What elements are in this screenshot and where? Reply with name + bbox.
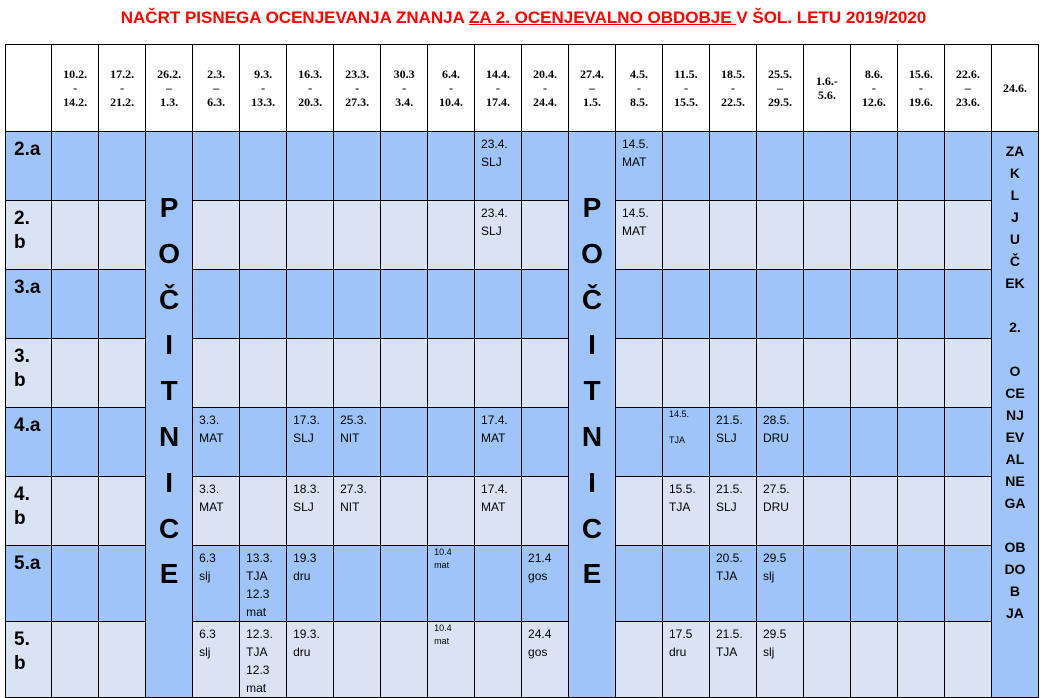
week-header	[709, 45, 756, 132]
exam-cell	[616, 477, 663, 546]
exam-cell	[240, 339, 287, 408]
exam-cell	[99, 408, 146, 477]
exam-cell	[334, 477, 381, 546]
exam-cell	[193, 201, 240, 270]
exam-cell	[616, 201, 663, 270]
exam-cell	[240, 201, 287, 270]
exam-cell	[428, 546, 475, 622]
week-header	[522, 45, 569, 132]
title-suffix: V ŠOL. LETU 2019/2020	[736, 8, 927, 27]
period-end-label: ZA K L J U Č EK 2. O CE NJ EV AL NE GA OB DO B JA	[1004, 143, 1026, 621]
exam-cell	[803, 477, 850, 546]
exam-cell	[897, 201, 944, 270]
exam-cell	[475, 270, 522, 339]
week-label: 2.3. – 6.3.	[207, 67, 226, 109]
exam-cell	[334, 408, 381, 477]
exam-cell	[944, 622, 991, 698]
exam-entry: 17.4. MAT	[481, 482, 508, 514]
exam-cell	[428, 339, 475, 408]
week-header	[52, 45, 99, 132]
week-label: 24.6.	[1002, 81, 1027, 95]
period-end-column	[991, 132, 1038, 698]
exam-cell	[897, 477, 944, 546]
week-label: 25.5. – 29.5.	[767, 67, 792, 109]
exam-cell	[662, 339, 709, 408]
exam-cell	[709, 339, 756, 408]
exam-cell	[756, 408, 803, 477]
title-underlined: ZA 2. OCENJEVALNO OBDOBJE	[468, 8, 737, 27]
exam-cell	[381, 270, 428, 339]
exam-cell	[522, 339, 569, 408]
exam-cell	[193, 270, 240, 339]
exam-cell	[381, 339, 428, 408]
holiday-column	[146, 132, 193, 698]
exam-cell	[803, 408, 850, 477]
exam-cell	[428, 622, 475, 698]
exam-cell	[897, 546, 944, 622]
exam-cell	[193, 546, 240, 622]
week-header	[99, 45, 146, 132]
exam-entry: 27.5. DRU	[762, 482, 790, 514]
exam-entry: 21.4 gos	[528, 551, 552, 583]
week-label: 11.5. - 15.5.	[673, 67, 698, 109]
exam-entry: 6.3 slj	[199, 627, 216, 659]
holiday-column	[569, 132, 616, 698]
exam-cell	[240, 546, 287, 622]
exam-entry: 14.5. MAT	[622, 206, 649, 238]
exam-cell	[850, 622, 897, 698]
exam-cell	[52, 270, 99, 339]
exam-cell	[662, 477, 709, 546]
exam-cell	[616, 622, 663, 698]
exam-cell	[428, 132, 475, 201]
header-row	[6, 45, 1039, 132]
exam-cell	[99, 132, 146, 201]
exam-cell	[52, 546, 99, 622]
exam-cell	[475, 201, 522, 270]
week-label: 30.3 - 3.4.	[393, 67, 415, 109]
exam-cell	[52, 622, 99, 698]
exam-cell	[850, 132, 897, 201]
class-name: 4. b	[6, 477, 52, 546]
class-row	[6, 132, 1039, 201]
exam-cell	[193, 477, 240, 546]
week-header	[193, 45, 240, 132]
exam-cell	[616, 270, 663, 339]
week-label: 4.5. - 8.5.	[629, 67, 648, 109]
exam-cell	[709, 622, 756, 698]
exam-cell	[897, 408, 944, 477]
exam-entry: 20.5. TJA	[715, 551, 743, 583]
page-title	[0, 8, 1047, 28]
schedule-table	[5, 44, 1039, 698]
exam-entry: 28.5. DRU	[762, 413, 790, 445]
exam-entry: 6.3 slj	[199, 551, 216, 583]
exam-cell	[944, 546, 991, 622]
exam-cell	[944, 339, 991, 408]
exam-cell	[803, 270, 850, 339]
exam-cell	[381, 546, 428, 622]
week-label: 20.4. - 24.4.	[533, 67, 558, 109]
week-header	[850, 45, 897, 132]
exam-cell	[52, 201, 99, 270]
exam-cell	[475, 546, 522, 622]
exam-cell	[240, 408, 287, 477]
exam-cell	[475, 339, 522, 408]
week-header	[146, 45, 193, 132]
exam-entry: 23.4. SLJ	[481, 206, 508, 238]
exam-cell	[287, 270, 334, 339]
exam-entry: 24.4 gos	[528, 627, 552, 659]
exam-cell	[99, 201, 146, 270]
exam-cell	[897, 622, 944, 698]
exam-cell	[287, 622, 334, 698]
exam-cell	[616, 339, 663, 408]
exam-cell	[709, 270, 756, 339]
exam-cell	[193, 408, 240, 477]
exam-cell	[240, 622, 287, 698]
exam-cell	[522, 622, 569, 698]
week-label: 15.6. - 19.6.	[908, 67, 933, 109]
exam-cell	[287, 132, 334, 201]
week-header	[428, 45, 475, 132]
exam-cell	[240, 270, 287, 339]
exam-cell	[756, 270, 803, 339]
exam-cell	[193, 339, 240, 408]
week-label: 10.2. - 14.2.	[63, 67, 88, 109]
exam-cell	[522, 201, 569, 270]
week-header	[569, 45, 616, 132]
week-label: 14.4. - 17.4.	[486, 67, 511, 109]
week-label: 8.6. - 12.6.	[861, 67, 886, 109]
class-name: 4.a	[6, 408, 52, 477]
exam-cell	[897, 132, 944, 201]
exam-cell	[616, 132, 663, 201]
exam-cell	[662, 546, 709, 622]
week-label: 9.3. - 13.3.	[251, 67, 276, 109]
week-label: 18.5. - 22.5.	[720, 67, 745, 109]
week-label: 27.4. – 1.5.	[580, 67, 604, 109]
exam-cell	[52, 132, 99, 201]
exam-cell	[756, 339, 803, 408]
week-header	[756, 45, 803, 132]
exam-cell	[334, 339, 381, 408]
exam-entry: 21.5. SLJ	[715, 482, 743, 514]
exam-entry: 17.3. SLJ	[293, 413, 320, 445]
exam-cell	[709, 546, 756, 622]
exam-entry: 10.4 mat	[434, 623, 452, 646]
exam-cell	[240, 132, 287, 201]
exam-entry: 25.3. NIT	[340, 413, 367, 445]
exam-cell	[334, 622, 381, 698]
exam-cell	[616, 408, 663, 477]
holiday-label: P O Č I T N I C E	[581, 192, 603, 590]
week-header	[616, 45, 663, 132]
week-label: 23.3. - 27.3.	[345, 67, 370, 109]
exam-cell	[287, 408, 334, 477]
exam-cell	[381, 477, 428, 546]
exam-entry: 29.5 slj	[762, 551, 787, 583]
class-name: 3.a	[6, 270, 52, 339]
exam-cell	[381, 132, 428, 201]
exam-cell	[334, 546, 381, 622]
exam-entry: 13.3. TJA 12.3 mat	[246, 551, 273, 619]
exam-cell	[287, 477, 334, 546]
exam-cell	[334, 270, 381, 339]
exam-cell	[897, 339, 944, 408]
exam-cell	[709, 408, 756, 477]
exam-cell	[850, 201, 897, 270]
exam-cell	[662, 622, 709, 698]
exam-cell	[850, 408, 897, 477]
class-name: 2. b	[6, 201, 52, 270]
exam-cell	[193, 132, 240, 201]
class-name: 5. b	[6, 622, 52, 698]
exam-cell	[850, 546, 897, 622]
exam-cell	[334, 201, 381, 270]
exam-entry: 14.5. MAT	[622, 137, 649, 169]
exam-cell	[897, 270, 944, 339]
exam-entry: 17.5 dru	[668, 627, 693, 659]
exam-cell	[381, 201, 428, 270]
exam-cell	[756, 201, 803, 270]
exam-cell	[381, 622, 428, 698]
exam-entry: 27.3. NIT	[340, 482, 367, 514]
exam-cell	[803, 132, 850, 201]
exam-cell	[756, 546, 803, 622]
class-name: 5.a	[6, 546, 52, 622]
exam-cell	[944, 132, 991, 201]
week-label: 1.6.- 5.6.	[815, 74, 838, 102]
week-label: 6.4. - 10.4.	[439, 67, 464, 109]
exam-cell	[428, 477, 475, 546]
exam-cell	[334, 132, 381, 201]
exam-cell	[850, 339, 897, 408]
exam-entry: 19.3. dru	[293, 627, 320, 659]
exam-cell	[756, 622, 803, 698]
exam-cell	[616, 546, 663, 622]
exam-entry: 15.5. TJA	[668, 482, 696, 514]
class-name: 2.a	[6, 132, 52, 201]
week-header	[381, 45, 428, 132]
exam-entry: 19.3 dru	[293, 551, 317, 583]
exam-cell	[522, 408, 569, 477]
exam-cell	[709, 477, 756, 546]
exam-cell	[52, 408, 99, 477]
corner-cell	[6, 45, 52, 132]
exam-cell	[475, 408, 522, 477]
exam-entry: 12.3. TJA 12.3 mat	[246, 627, 273, 695]
exam-cell	[475, 477, 522, 546]
exam-cell	[803, 546, 850, 622]
exam-entry: 3.3. MAT	[199, 482, 224, 514]
exam-cell	[522, 132, 569, 201]
exam-cell	[709, 132, 756, 201]
exam-cell	[475, 622, 522, 698]
exam-cell	[99, 477, 146, 546]
exam-cell	[522, 477, 569, 546]
exam-cell	[944, 408, 991, 477]
exam-cell	[662, 132, 709, 201]
exam-entry: 14.5. TJA	[668, 409, 690, 445]
exam-cell	[522, 270, 569, 339]
exam-cell	[428, 270, 475, 339]
exam-entry: 23.4. SLJ	[481, 137, 508, 169]
exam-entry: 18.3. SLJ	[293, 482, 320, 514]
exam-cell	[756, 477, 803, 546]
exam-cell	[381, 408, 428, 477]
week-header	[897, 45, 944, 132]
exam-cell	[944, 270, 991, 339]
week-header	[803, 45, 850, 132]
week-label: 26.2. – 1.3.	[157, 67, 182, 109]
week-header	[662, 45, 709, 132]
week-header	[240, 45, 287, 132]
week-header	[991, 45, 1038, 132]
exam-cell	[522, 546, 569, 622]
week-label: 22.6. – 23.6.	[955, 67, 980, 109]
exam-cell	[850, 270, 897, 339]
exam-cell	[52, 339, 99, 408]
exam-cell	[428, 201, 475, 270]
exam-cell	[287, 546, 334, 622]
exam-cell	[944, 477, 991, 546]
exam-cell	[803, 339, 850, 408]
exam-cell	[287, 201, 334, 270]
week-header	[944, 45, 991, 132]
exam-entry: 21.5. SLJ	[715, 413, 743, 445]
exam-cell	[52, 477, 99, 546]
exam-cell	[287, 339, 334, 408]
exam-cell	[944, 201, 991, 270]
week-header	[334, 45, 381, 132]
exam-entry: 21.5. TJA	[715, 627, 743, 659]
exam-entry: 3.3. MAT	[199, 413, 224, 445]
exam-cell	[850, 477, 897, 546]
exam-cell	[756, 132, 803, 201]
exam-cell	[803, 201, 850, 270]
exam-entry: 17.4. MAT	[481, 413, 508, 445]
exam-cell	[99, 546, 146, 622]
exam-entry: 29.5 slj	[762, 627, 787, 659]
exam-cell	[803, 622, 850, 698]
title-prefix: NAČRT PISNEGA OCENJEVANJA ZNANJA	[120, 8, 469, 27]
exam-cell	[709, 201, 756, 270]
exam-cell	[662, 408, 709, 477]
week-header	[287, 45, 334, 132]
exam-cell	[99, 622, 146, 698]
holiday-label: P O Č I T N I C E	[158, 192, 181, 590]
exam-cell	[240, 477, 287, 546]
exam-cell	[193, 622, 240, 698]
week-label: 17.2. - 21.2.	[110, 67, 135, 109]
exam-entry: 10.4 mat	[434, 547, 452, 570]
exam-cell	[99, 270, 146, 339]
exam-cell	[99, 339, 146, 408]
week-header	[475, 45, 522, 132]
exam-cell	[475, 132, 522, 201]
week-label: 16.3. - 20.3.	[298, 67, 323, 109]
exam-cell	[428, 408, 475, 477]
class-name: 3. b	[6, 339, 52, 408]
exam-cell	[662, 270, 709, 339]
exam-cell	[662, 201, 709, 270]
